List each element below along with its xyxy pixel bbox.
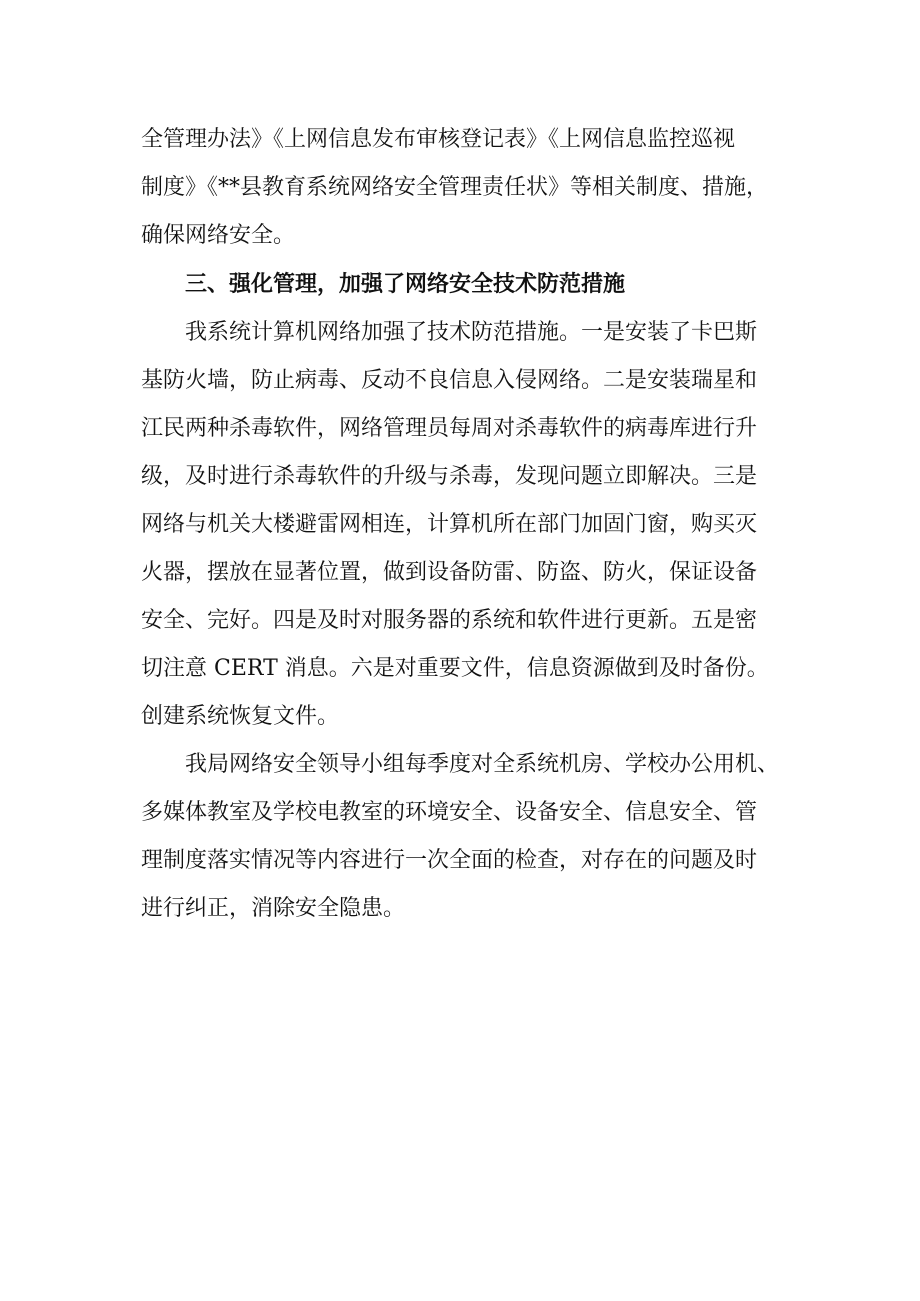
- paragraph-2-line-9: 创建系统恢复文件。: [141, 704, 340, 729]
- paragraph-1-line-2: 制度》《**县教育系统网络安全管理责任状》等相关制度、措施，: [141, 175, 769, 200]
- paragraph-2-line-1: 我系统计算机网络加强了技术防范措施。一是安装了卡巴斯: [185, 320, 758, 345]
- paragraph-1-line-3: 确保网络安全。: [141, 223, 296, 248]
- paragraph-2-line-3: 江民两种杀毒软件，网络管理员每周对杀毒软件的病毒库进行升: [141, 416, 758, 441]
- paragraph-2-line-4: 级，及时进行杀毒软件的升级与杀毒，发现问题立即解决。三是: [141, 464, 758, 489]
- paragraph-2-line-6: 火器，摆放在显著位置，做到设备防雷、防盗、防火，保证设备: [141, 560, 758, 585]
- section-heading: 三、强化管理，加强了网络安全技术防范措施: [185, 271, 626, 297]
- paragraph-2-line-8: 切注意 CERT 消息。六是对重要文件，信息资源做到及时备份。: [141, 656, 769, 681]
- paragraph-2-line-5: 网络与机关大楼避雷网相连，计算机所在部门加固门窗，购买灭: [141, 512, 758, 537]
- paragraph-1-line-1: 全管理办法》《上网信息发布审核登记表》《上网信息监控巡视: [141, 127, 736, 152]
- paragraph-3-line-3: 理制度落实情况等内容进行一次全面的检查，对存在的问题及时: [141, 848, 758, 873]
- paragraph-2-line-2: 基防火墙，防止病毒、反动不良信息入侵网络。二是安装瑞星和: [141, 368, 758, 393]
- paragraph-2-line-7: 安全、完好。四是及时对服务器的系统和软件进行更新。五是密: [141, 608, 758, 633]
- paragraph-3-line-2: 多媒体教室及学校电教室的环境安全、设备安全、信息安全、管: [141, 800, 758, 825]
- paragraph-3-line-1: 我局网络安全领导小组每季度对全系统机房、学校办公用机、: [185, 752, 780, 777]
- paragraph-3-line-4: 进行纠正，消除安全隐患。: [141, 896, 406, 921]
